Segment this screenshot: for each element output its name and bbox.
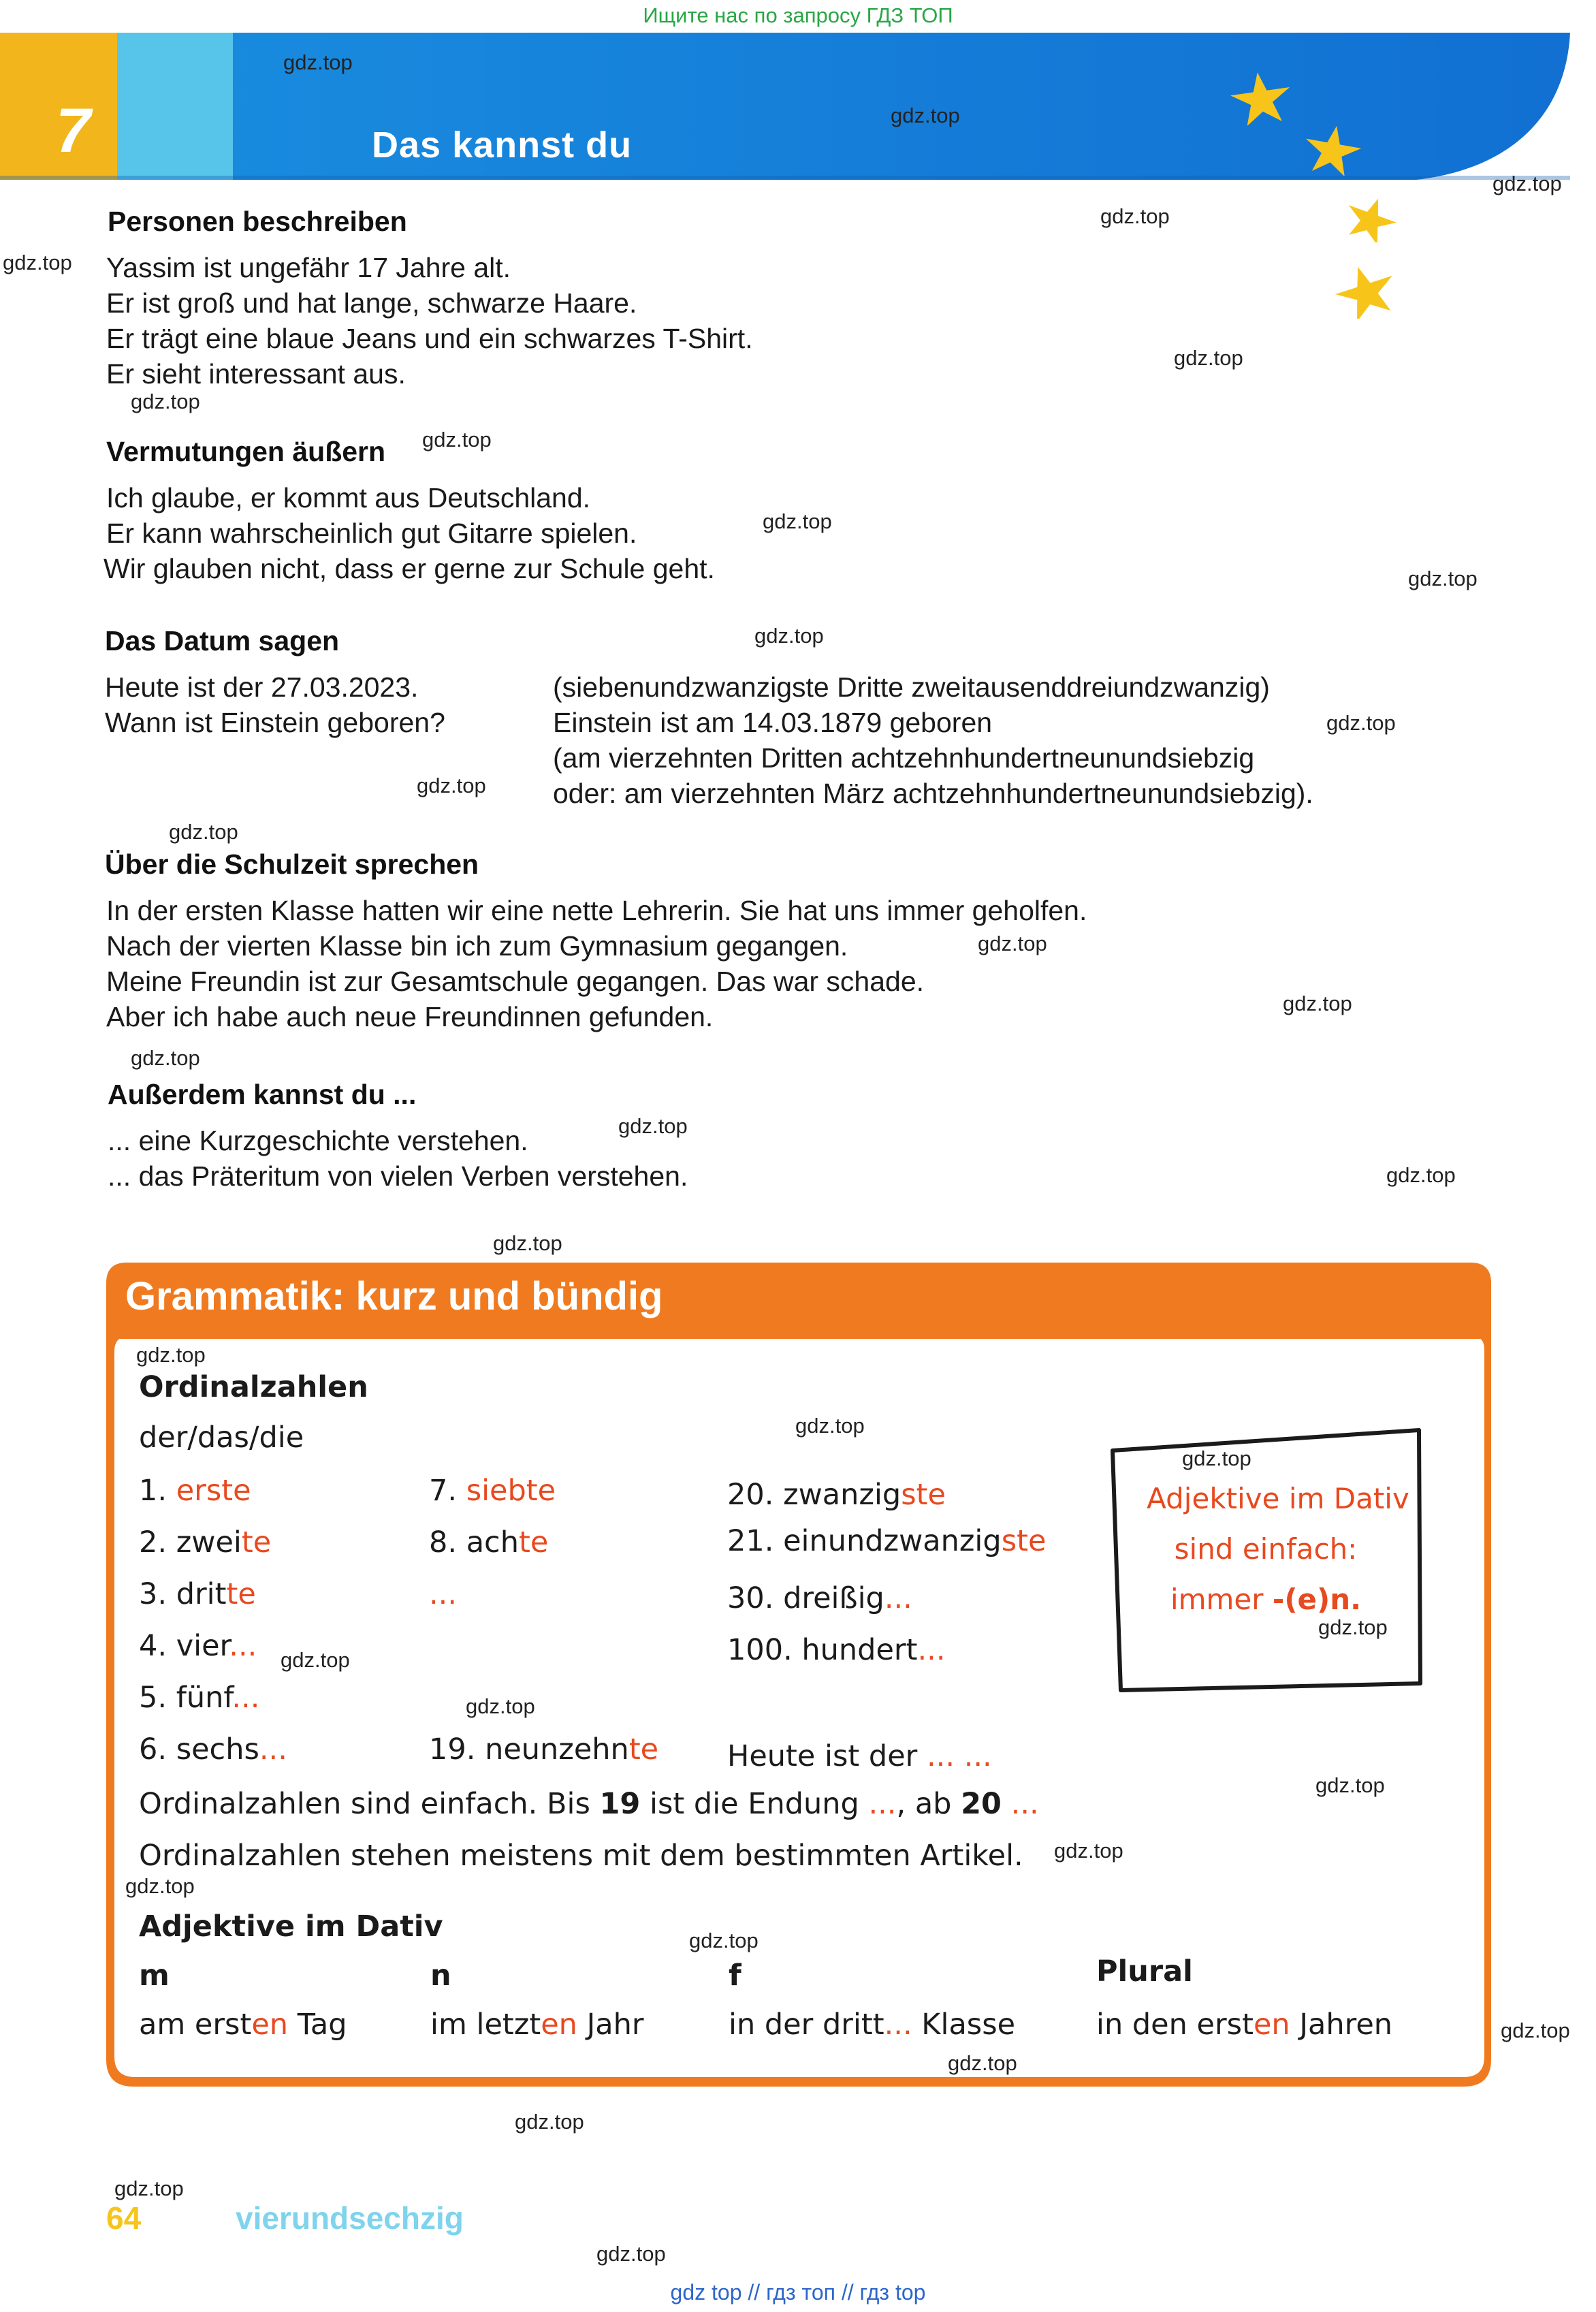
watermark: gdz.top	[114, 2176, 184, 2200]
text-line: Aber ich habe auch neue Freundinnen gefunden.	[106, 1001, 714, 1032]
ordinal-item: 5. fünf...	[139, 1681, 260, 1715]
heute-line: Heute ist der ... ...	[727, 1739, 992, 1773]
watermark: gdz.top	[1054, 1839, 1123, 1863]
page-number: 64	[106, 2200, 142, 2236]
watermark: gdz.top	[283, 50, 353, 74]
ordinal-item: 4. vier...	[139, 1629, 257, 1663]
ordinal-item: 21. einundzwanzigste	[727, 1524, 1047, 1558]
watermark: gdz.top	[1408, 567, 1478, 590]
text-line: (am vierzehnten Dritten achtzehnhundertneunundsiebzig	[553, 742, 1255, 774]
unit-number: 7	[56, 96, 91, 165]
section-heading-schulzeit: Über die Schulzeit sprechen	[105, 849, 479, 880]
unit-title: Das kannst du	[372, 125, 633, 165]
text-line: Einstein ist am 14.03.1879 geboren	[553, 707, 993, 738]
gender-plural: Plural	[1096, 1954, 1193, 1989]
text-line: (siebenundzwanzigste Dritte zweitausenddreiundzwanzig)	[553, 671, 1270, 703]
article-label: der/das/die	[139, 1421, 304, 1455]
footer-links[interactable]: gdz top // гдз топ // гдз top	[670, 2280, 926, 2305]
ordinal-item: 2. zweite	[139, 1525, 272, 1559]
watermark: gdz.top	[1386, 1163, 1456, 1187]
ordinal-item: 3. dritte	[139, 1577, 256, 1611]
watermark: gdz.top	[795, 1414, 865, 1438]
gender-m: m	[139, 1959, 170, 1993]
watermark: gdz.top	[1326, 711, 1396, 735]
watermark: gdz.top	[596, 2242, 666, 2266]
watermark: gdz.top	[422, 428, 492, 452]
watermark: gdz.top	[689, 1929, 759, 1952]
ordinal-item: 100. hundert...	[727, 1633, 946, 1667]
text-line: Wir glauben nicht, dass er gerne zur Schule geht.	[103, 553, 715, 584]
text-line: Nach der vierten Klasse bin ich zum Gymnasium gegangen.	[106, 930, 848, 962]
ordinal-item: 8. achte	[429, 1525, 549, 1559]
search-banner: Ищите нас по запросу ГДЗ ТОП	[643, 3, 953, 27]
text-line: oder: am vierzehnten März achtzehnhundertneunundsiebzig).	[553, 778, 1313, 809]
adj-example: im letzten Jahr	[430, 2008, 644, 2042]
ordinal-item: 19. neunzehnte	[429, 1732, 659, 1767]
watermark: gdz.top	[891, 104, 960, 127]
text-line: ... eine Kurzgeschichte verstehen.	[108, 1125, 528, 1156]
text-line: Er trägt eine blaue Jeans und ein schwarzes T-Shirt.	[106, 323, 753, 354]
ordinal-item: 1. erste	[139, 1474, 251, 1508]
adj-example: in den ersten Jahren	[1096, 2008, 1393, 2042]
text-line: Er ist groß und hat lange, schwarze Haare.	[106, 287, 637, 319]
grammar-title: Grammatik: kurz und bündig	[125, 1274, 663, 1318]
adj-dativ-heading: Adjektive im Dativ	[139, 1910, 443, 1944]
star-icon	[1302, 124, 1363, 176]
adj-example: am ersten Tag	[139, 2008, 347, 2042]
ordinal-item: ...	[429, 1577, 458, 1611]
gender-n: n	[430, 1959, 451, 1993]
text-line: Er sieht interessant aus.	[106, 358, 406, 390]
watermark: gdz.top	[618, 1114, 688, 1138]
watermark: gdz.top	[763, 509, 832, 533]
watermark: gdz.top	[1174, 346, 1243, 370]
adj-example: in der dritt... Klasse	[729, 2008, 1016, 2042]
watermark: gdz.top	[1283, 992, 1352, 1015]
ordinal-item: 7. siebte	[429, 1474, 556, 1508]
gender-f: f	[729, 1959, 741, 1993]
watermark: gdz.top	[1315, 1773, 1385, 1797]
note-line: Adjektive im Dativ	[1147, 1482, 1409, 1515]
section-heading-personen: Personen beschreiben	[108, 206, 407, 237]
text-line: Ich glaube, er kommt aus Deutschland.	[106, 482, 591, 513]
ordinal-item: 20. zwanzigste	[727, 1478, 946, 1512]
watermark: gdz.top	[1182, 1446, 1251, 1470]
watermark: gdz.top	[125, 1874, 195, 1898]
star-icon	[1333, 196, 1408, 242]
watermark: gdz.top	[131, 1046, 200, 1070]
watermark: gdz.top	[1318, 1615, 1388, 1639]
text-line: Heute ist der 27.03.2023.	[105, 671, 419, 703]
watermark: gdz.top	[1501, 2018, 1570, 2042]
text-line: Yassim ist ungefähr 17 Jahre alt.	[106, 252, 511, 283]
text-line: Er kann wahrscheinlich gut Gitarre spielen.	[106, 518, 637, 549]
note-line: sind einfach:	[1174, 1532, 1358, 1566]
watermark: gdz.top	[131, 390, 200, 413]
text-line: Wann ist Einstein geboren?	[105, 707, 445, 738]
watermark: gdz.top	[281, 1648, 350, 1672]
star-icon	[1228, 71, 1294, 125]
ordinal-item: 6. sechs...	[139, 1732, 287, 1767]
text-line: ... das Präteritum von vielen Verben verstehen.	[108, 1160, 688, 1192]
note-line: immer -(e)n.	[1170, 1583, 1362, 1616]
watermark: gdz.top	[754, 624, 824, 648]
rule-line: Ordinalzahlen sind einfach. Bis 19 ist die Endung ..., ab 20 ...	[139, 1787, 1039, 1821]
section-heading-vermutungen: Vermutungen äußern	[106, 436, 386, 467]
watermark: gdz.top	[1100, 204, 1170, 228]
watermark: gdz.top	[169, 820, 238, 844]
watermark: gdz.top	[466, 1694, 535, 1718]
watermark: gdz.top	[417, 774, 486, 797]
watermark: gdz.top	[3, 251, 72, 274]
watermark: gdz.top	[1493, 172, 1562, 195]
section-heading-ausserdem: Außerdem kannst du ...	[108, 1079, 417, 1110]
text-line: In der ersten Klasse hatten wir eine nette Lehrerin. Sie hat uns immer geholfen.	[106, 895, 1087, 926]
text-line: Meine Freundin ist zur Gesamtschule gegangen. Das war schade.	[106, 966, 925, 997]
watermark: gdz.top	[515, 2110, 584, 2134]
star-icon	[1333, 264, 1399, 319]
page-number-word: vierundsechzig	[236, 2200, 464, 2236]
ordinal-item: 30. dreißig...	[727, 1581, 912, 1615]
ordinal-heading: Ordinalzahlen	[139, 1370, 368, 1404]
watermark: gdz.top	[978, 932, 1047, 955]
watermark: gdz.top	[493, 1231, 562, 1255]
watermark: gdz.top	[136, 1343, 206, 1367]
section-heading-datum: Das Datum sagen	[105, 625, 340, 656]
rule-line: Ordinalzahlen stehen meistens mit dem bestimmten Artikel.	[139, 1839, 1023, 1873]
watermark: gdz.top	[948, 2051, 1017, 2075]
